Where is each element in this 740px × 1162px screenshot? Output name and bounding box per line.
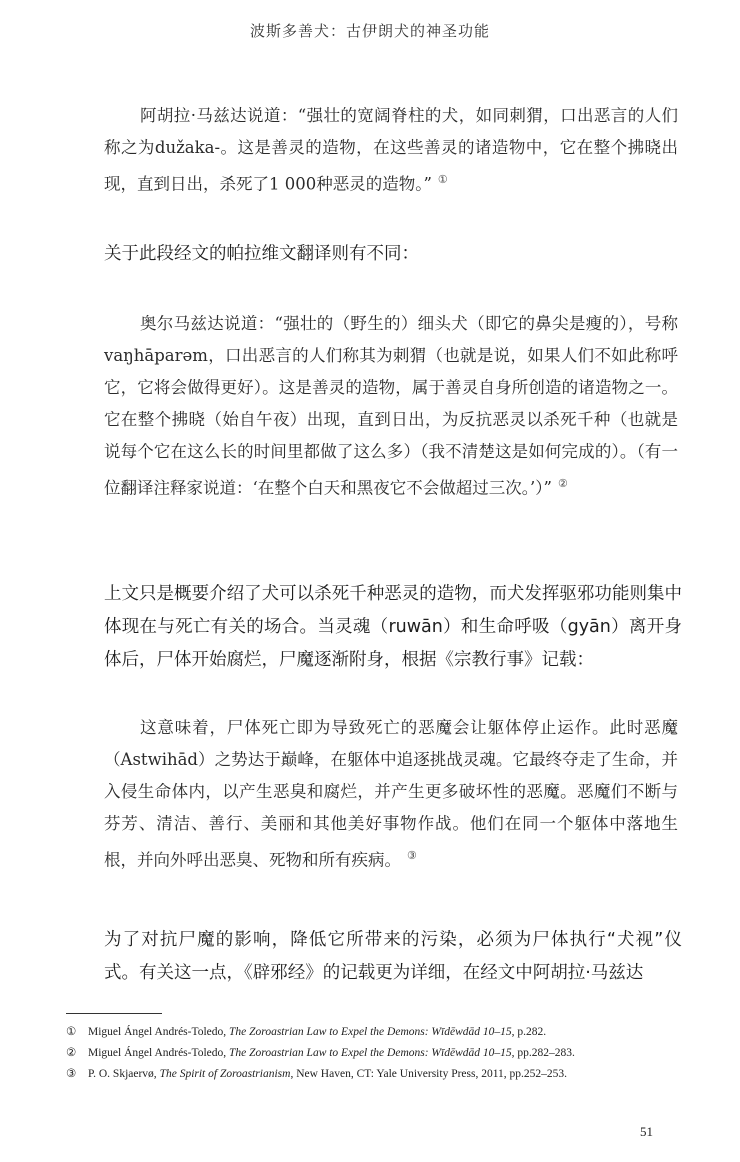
- footnote-reference[interactable]: ③: [407, 849, 417, 862]
- footnote-mark: ①: [66, 1026, 77, 1038]
- footnote-details: , New Haven, CT: Yale University Press, 2011, pp.252–253.: [290, 1068, 568, 1080]
- footnote-author: Miguel Ángel Andrés-Toledo,: [88, 1026, 230, 1038]
- paragraph-text: 关于此段经文的帕拉维文翻译则有不同：: [104, 244, 419, 264]
- quote-text: 奥尔马兹达说道：“强壮的（野生的）细头犬（即它的鼻尖是瘦的），号称vaŋhāparəm，口出恶言的人们称其为刺猬（也就是说，如果人们不如此称呼它，它将会做得更好）。这是善灵的造物，属于善灵自身所创造的诸造物之一。它在整个拂晓（始自午夜）出现，直到日出，为反抗恶灵以杀死千种（也就是说每个它在这么长的时间里都做了这么多）（我不清楚这是如何完成的）。（有一位翻译注释家说道：‘在整个白天和黑夜它不会做超过三次。’）”: [104, 314, 678, 498]
- footnote-mark: ②: [66, 1047, 77, 1059]
- footnote-divider: [66, 1013, 162, 1014]
- footnote-title: The Spirit of Zoroastrianism: [159, 1068, 291, 1080]
- footnote-title: The Zoroastrian Law to Expel the Demons: Wīdēwdād 10–15: [229, 1047, 512, 1059]
- footnote-author: Miguel Ángel Andrés-Toledo,: [88, 1047, 230, 1059]
- running-header: 波斯多善犬：古伊朗犬的神圣功能: [249, 22, 490, 40]
- body-paragraph-3: [104, 924, 682, 990]
- paragraph-text: 为了对抗尸魔的影响，降低它所带来的污染，必须为尸体执行“犬视”仪式。有关这一点，《辟邪经》的记载更为详细，在经文中阿胡拉·马兹达: [104, 930, 682, 983]
- footnote-3: [66, 1064, 686, 1085]
- footnote-reference[interactable]: ②: [557, 477, 568, 490]
- quote-text: 阿胡拉·马兹达说道：“强壮的宽阔脊柱的犬，如同刺猬，口出恶言的人们称之为dužaka-。这是善灵的造物，在这些善灵的诸造物中，它在整个拂晓出现，直到日出，杀死了1 000种恶灵的造物。”: [104, 106, 678, 194]
- quote-block-2: [104, 308, 678, 505]
- quote-block-3: [104, 712, 678, 877]
- footnotes: [66, 1022, 686, 1085]
- body-paragraph-1: [104, 238, 682, 271]
- quote-block-1: [104, 100, 678, 201]
- footnote-author: P. O. Skjaervø,: [88, 1068, 160, 1080]
- footnote-mark: ③: [66, 1068, 77, 1080]
- quote-text: 这意味着，尸体死亡即为导致死亡的恶魔会让躯体停止运作。此时恶魔（Astwihād）之势达于巅峰，在躯体中追逐挑战灵魂。它最终夺走了生命，并入侵生命体内，以产生恶臭和腐烂，并产生更多破坏性的恶魔。恶魔们不断与芬芳、清洁、善行、美丽和其他美好事物作战。他们在同一个躯体中落地生根，并向外呼出恶臭、死物和所有疾病。: [104, 718, 678, 870]
- footnote-title: The Zoroastrian Law to Expel the Demons: Wīdēwdād 10–15: [229, 1026, 512, 1038]
- paragraph-text: 上文只是概要介绍了犬可以杀死千种恶灵的造物，而犬发挥驱邪功能则集中体现在与死亡有关的场合。当灵魂（ruwān）和生命呼吸（gyān）离开身体后，尸体开始腐烂，尸魔逐渐附身，根据《宗教行事》记载：: [104, 584, 682, 670]
- footnote-details: , pp.282–283.: [511, 1047, 575, 1059]
- body-paragraph-2: [104, 578, 682, 677]
- footnote-2: [66, 1043, 686, 1064]
- footnote-details: , p.282.: [511, 1026, 547, 1038]
- footnote-1: [66, 1022, 686, 1043]
- footnote-reference[interactable]: ①: [437, 173, 448, 186]
- page-number: 51: [640, 1124, 653, 1139]
